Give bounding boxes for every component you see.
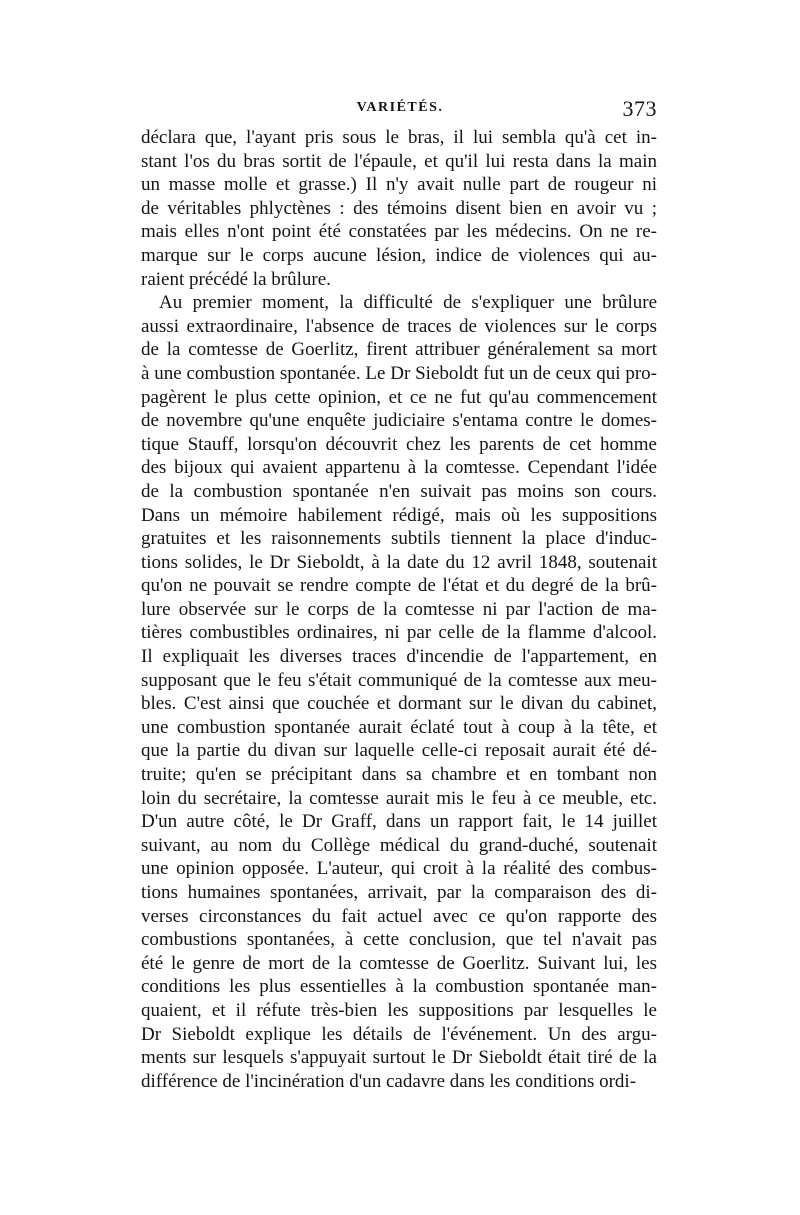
text-line: supposant que le feu s'était communiqué de la comtesse aux meu- bbox=[141, 669, 657, 691]
text-line: Il expliquait les diverses traces d'incendie de l'appartement, en bbox=[141, 646, 657, 668]
text-line: de novembre qu'une enquête judiciaire s'entama contre le domes- bbox=[141, 410, 657, 432]
text-line: de la combustion spontanée n'en suivait pas moins son cours. bbox=[141, 480, 657, 502]
text-line: combustions spontanées, à cette conclusion, que tel n'avait pas bbox=[141, 929, 657, 951]
text-line: Au premier moment, la difficulté de s'expliquer une brûlure bbox=[159, 292, 657, 314]
text-line: raient précédé la brûlure. bbox=[141, 268, 331, 290]
text-line: un masse molle et grasse.) Il n'y avait nulle part de rougeur ni bbox=[141, 174, 657, 196]
text-line: tières combustibles ordinaires, ni par celle de la flamme d'alcool. bbox=[141, 622, 657, 644]
running-title: VARIÉTÉS. bbox=[356, 100, 444, 115]
text-line: été le genre de mort de la comtesse de Goerlitz. Suivant lui, les bbox=[141, 952, 657, 974]
text-line: tique Stauff, lorsqu'on découvrit chez les parents de cet homme bbox=[141, 433, 657, 455]
text-line: des bijoux qui avaient appartenu à la comtesse. Cependant l'idée bbox=[141, 457, 657, 479]
text-line: à une combustion spontanée. Le Dr Sieboldt fut un de ceux qui pro- bbox=[141, 362, 657, 384]
text-line: bles. C'est ainsi que couchée et dormant sur le divan du cabinet, bbox=[141, 693, 657, 715]
text-line: tions solides, le Dr Sieboldt, à la date du 12 avril 1848, soutenait bbox=[141, 551, 657, 573]
text-line: marque sur le corps aucune lésion, indice de violences qui au- bbox=[141, 244, 657, 266]
paragraph bbox=[141, 126, 657, 291]
text-line: gratuites et les raisonnements subtils tiennent la place d'induc- bbox=[141, 528, 657, 550]
text-line: D'un autre côté, le Dr Graff, dans un rapport fait, le 14 juillet bbox=[141, 811, 657, 833]
text-line: que la partie du divan sur laquelle celle-ci reposait aurait été dé- bbox=[141, 740, 657, 762]
text-line: ments sur lesquels s'appuyait surtout le Dr Sieboldt était tiré de la bbox=[141, 1047, 657, 1069]
text-line: de véritables phlyctènes : des témoins disent bien en avoir vu ; bbox=[141, 197, 657, 219]
text-line: qu'on ne pouvait se rendre compte de l'état et du degré de la brû- bbox=[141, 575, 657, 597]
text-line: Dans un mémoire habilement rédigé, mais où les suppositions bbox=[141, 504, 657, 526]
text-line: conditions les plus essentielles à la combustion spontanée man- bbox=[141, 976, 657, 998]
text-line: suivant, au nom du Collège médical du grand-duché, soutenait bbox=[141, 834, 657, 856]
running-head bbox=[140, 98, 660, 124]
text-line: lure observée sur le corps de la comtesse ni par l'action de ma- bbox=[141, 598, 657, 620]
page-number: 373 bbox=[622, 96, 657, 121]
text-line: stant l'os du bras sortit de l'épaule, et qu'il lui resta dans la main bbox=[141, 150, 657, 172]
text-line: pagèrent le plus cette opinion, et ce ne fut qu'au commencement bbox=[141, 386, 657, 408]
text-line: Dr Sieboldt explique les détails de l'événement. Un des argu- bbox=[141, 1023, 657, 1045]
text-line: tions humaines spontanées, arrivait, par la comparaison des di- bbox=[141, 882, 657, 903]
text-line: loin du secrétaire, la comtesse aurait mis le feu à ce meuble, etc. bbox=[141, 787, 657, 809]
text-line: déclara que, l'ayant pris sous le bras, il lui sembla qu'à cet in- bbox=[141, 127, 657, 148]
text-line: différence de l'incinération d'un cadavre dans les conditions ordi- bbox=[141, 1070, 637, 1092]
paragraph bbox=[141, 291, 657, 1093]
text-line: truite; qu'en se précipitant dans sa chambre et en tombant non bbox=[141, 764, 657, 786]
text-line: une opinion opposée. L'auteur, qui croit à la réalité des combus- bbox=[141, 858, 657, 880]
text-line: aussi extraordinaire, l'absence de traces de violences sur le corps bbox=[141, 315, 657, 337]
body-text bbox=[141, 126, 657, 1093]
text-line: verses circonstances du fait actuel avec ce qu'on rapporte des bbox=[141, 905, 657, 927]
text-line: quaient, et il réfute très-bien les suppositions par lesquelles le bbox=[141, 999, 657, 1021]
text-line: de la comtesse de Goerlitz, firent attribuer généralement sa mort bbox=[141, 339, 657, 361]
text-line: mais elles n'ont point été constatées par les médecins. On ne re- bbox=[141, 221, 657, 243]
text-line: une combustion spontanée aurait éclaté tout à coup à la tête, et bbox=[141, 716, 657, 738]
